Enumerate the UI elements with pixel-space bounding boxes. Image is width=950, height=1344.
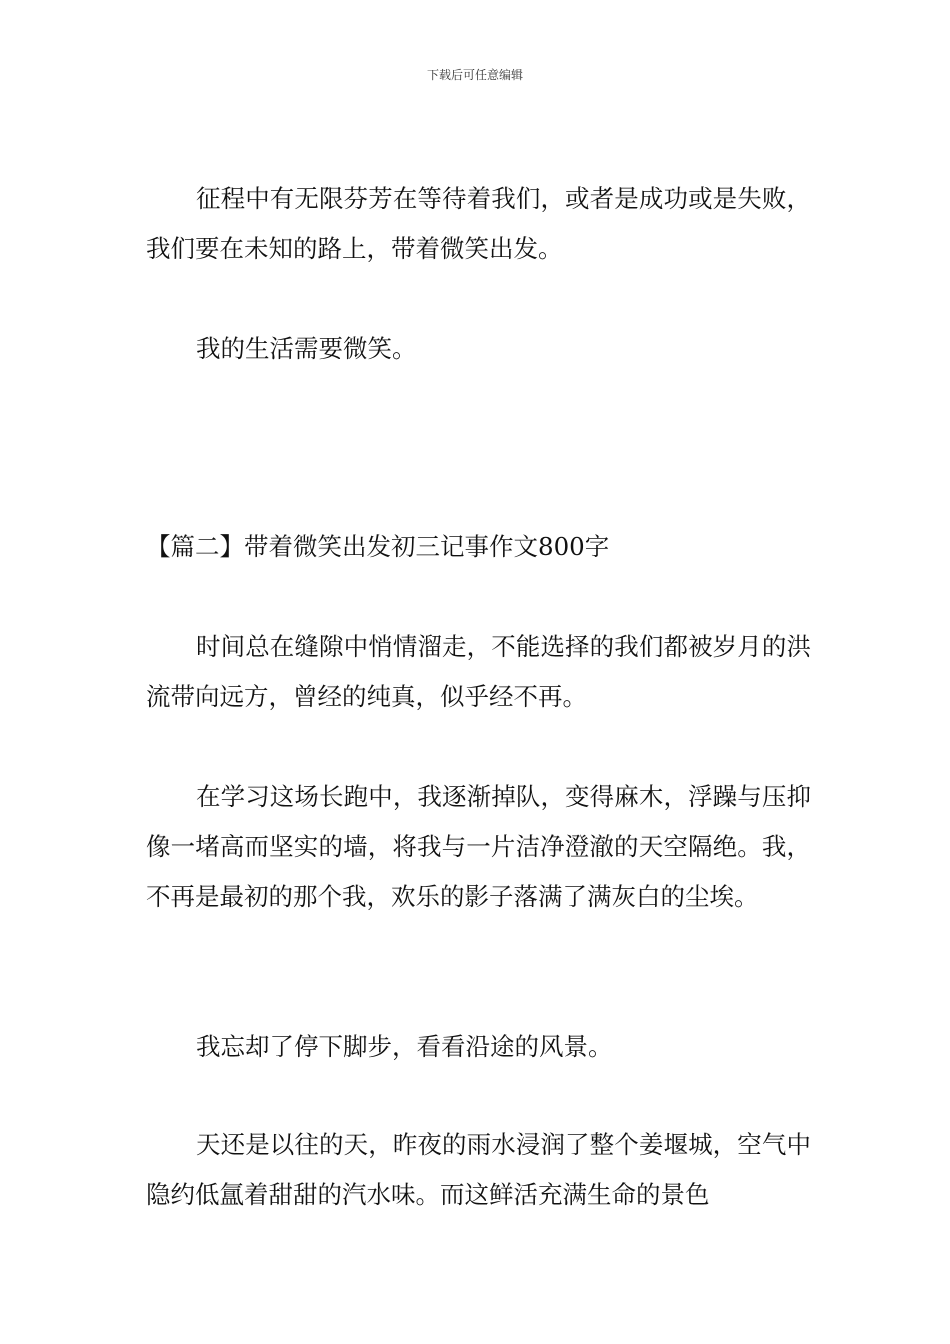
section-paragraph-1: 时间总在缝隙中悄情溜走，不能选择的我们都被岁月的洪流带向远方，曾经的纯真，似乎经不再。 [146,632,811,711]
paragraph-1: 征程中有无限芬芳在等待着我们，或者是成功或是失败，我们要在未知的路上，带着微笑出发。 [146,184,811,263]
paragraph-2: 我的生活需要微笑。 [196,334,417,363]
section-paragraph-2: 在学习这场长跑中，我逐渐掉队，变得麻木，浮躁与压抑像一堵高而坚实的墙，将我与一片洁净澄澈的天空隔绝。我，不再是最初的那个我，欢乐的影子落满了满灰白的尘埃。 [146,782,811,911]
header-note: 下载后可任意编辑 [426,68,523,82]
section-paragraph-3: 我忘却了停下脚步，看看沿途的风景。 [196,1032,613,1061]
section-paragraph-4: 天还是以往的天，昨夜的雨水浸润了整个姜堰城，空气中隐约低氲着甜甜的汽水味。而这鲜活充满生命的景色 [146,1130,811,1209]
section-title: 【篇二】带着微笑出发初三记事作文800字 [146,532,610,561]
